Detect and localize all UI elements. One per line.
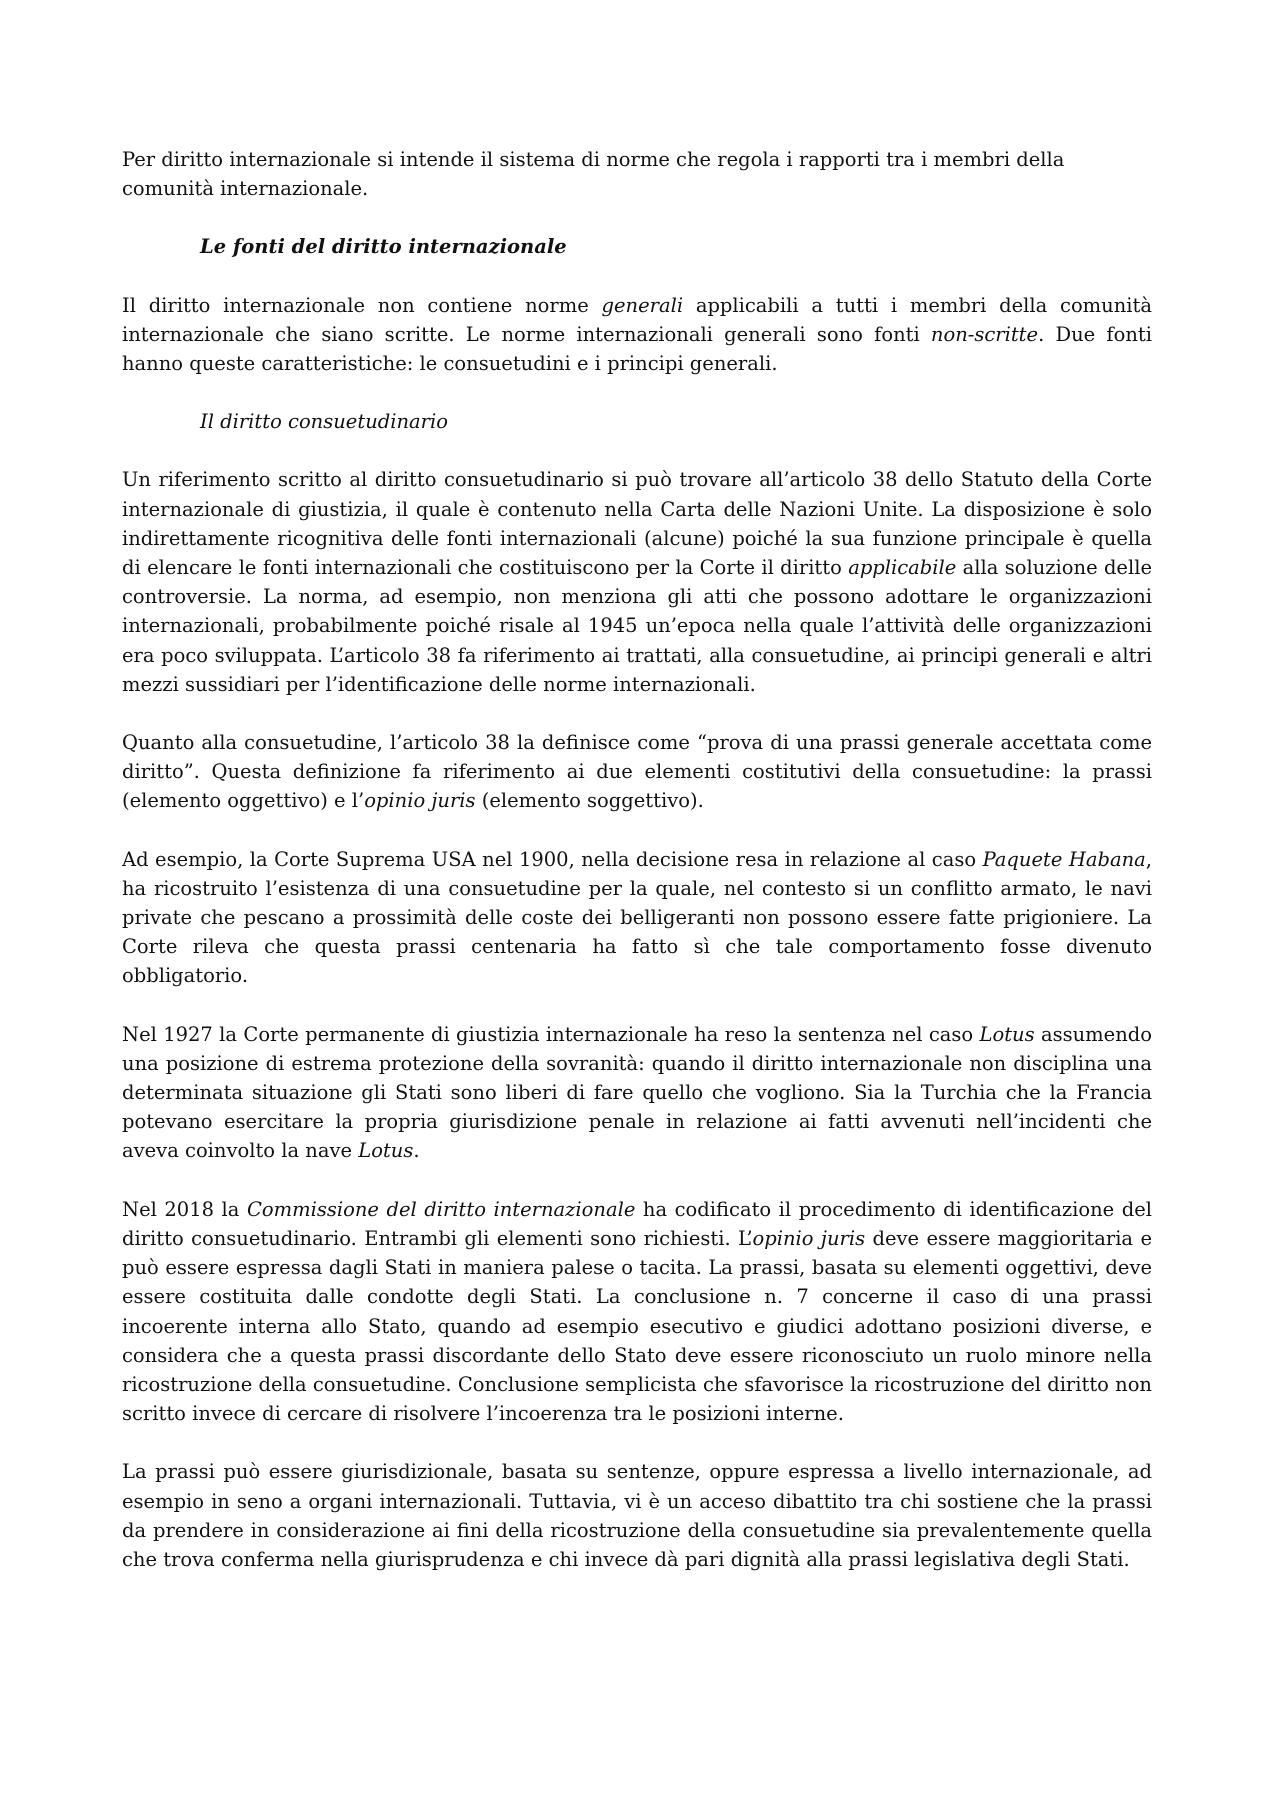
paragraph-articolo-38 <box>122 465 1152 699</box>
emphasis-lotus: Lotus <box>979 1022 1035 1046</box>
emphasis-lotus-nave: Lotus <box>358 1139 414 1163</box>
emphasis-opinio-juris: opinio juris <box>364 789 476 813</box>
text-span: Il diritto internazionale non contiene norme <box>122 293 602 317</box>
paragraph-giurisdizionale: La prassi può essere giurisdizionale, basata su sentenze, oppure espressa a livello internazionale, ad esempio in seno a organi internazionali. Tuttavia, vi è un acceso dibattito tra chi sostiene che la prassi da prendere in considerazione ai fini della ricostruzione della consuetudine sia prevalentemente quella che trova conferma nella giurisprudenza e chi invece dà pari dignità alla prassi legislativa degli Stati. <box>122 1460 1152 1571</box>
paragraph-prassi <box>122 728 1152 816</box>
text-span: deve essere maggioritaria e può essere espressa dagli Stati in maniera palese o tacita. La prassi, basata su elementi oggettivi, deve essere costituita dalle condotte degli Stati. La conclusione n. 7 concerne il caso di una prassi incoerente interna allo Stato, quando ad esempio esecutivo e giudici adottano posizioni diverse, e considera che a questa prassi discordante dello Stato deve essere riconosciuto un ruolo minore nella ricostruzione della consuetudine. Conclusione semplicista che sfavorisce la ricostruzione del diritto non scritto invece di cercare di risolvere l’incoerenza tra le posizioni interne. <box>122 1226 1152 1426</box>
text-span: applicabili a tutti i membri della comunità internazionale che siano scritte. Le norme internazionali generali sono fonti <box>122 293 1152 346</box>
text-span: . <box>413 1139 420 1163</box>
emphasis-commissione: Commissione del diritto internazionale <box>246 1197 636 1221</box>
paragraph-fonti <box>122 291 1152 379</box>
text-span: Nel 2018 la <box>122 1197 247 1221</box>
paragraph-paquete-habana <box>122 845 1152 991</box>
paragraph-lotus <box>122 1020 1152 1166</box>
emphasis-generali: generali <box>601 293 684 317</box>
text-span: . Due fonti hanno queste caratteristiche: le consuetudini e i principi generali. <box>122 322 1152 376</box>
text-span: Ad esempio, la Corte Suprema USA nel 1900, nella decisione resa in relazione al caso <box>122 847 983 871</box>
heading-consuetudinario: Il diritto consuetudinario <box>200 410 448 434</box>
text-span: Nel 1927 la Corte permanente di giustizia internazionale ha reso la sentenza nel caso <box>122 1022 980 1046</box>
text-span: Un riferimento scritto al diritto consuetudinario si può trovare all’articolo 38 dello Statuto della Corte internazionale di giustizia, il quale è contenuto nella Carta delle Nazioni Unite. La disposizione è solo indirettamente ricognitiva delle fonti internazionali (alcune) poiché la sua funzione principale è quella di elencare le fonti internazionali che costituiscono per la Corte il diritto <box>122 468 1152 580</box>
text-span: alla soluzione delle controversie. La norma, ad esempio, non menziona gli atti che possono adottare le organizzazioni internazionali, probabilmente poiché risale al 1945 un’epoca nella quale l’attività delle organizzazioni era poco sviluppata. L’articolo 38 fa riferimento ai trattati, alla consuetudine, ai principi generali e altri mezzi sussidiari per l’identificazione delle norme internazionali. <box>122 556 1152 696</box>
text-span: (elemento soggettivo). <box>475 789 704 813</box>
emphasis-applicabile: applicabile <box>848 556 957 580</box>
text-span: ha codificato il procedimento di identificazione del diritto consuetudinario. Entrambi gli elementi sono richiesti. L’ <box>122 1197 1152 1250</box>
intro-paragraph: Per diritto internazionale si intende il sistema di norme che regola i rapporti tra i membri della comunità internazionale. <box>122 148 1065 201</box>
heading-fonti: Le fonti del diritto internazionale <box>200 235 567 259</box>
emphasis-opinio-juris: opinio juris <box>752 1226 866 1250</box>
emphasis-non-scritte: non-scritte <box>930 322 1039 346</box>
text-span: assumendo una posizione di estrema protezione della sovranità: quando il diritto internazionale non disciplina una determinata situazione gli Stati sono liberi di fare quello che vogliono. Sia la Turchia che la Francia potevano esercitare la propria giurisdizione penale in relazione ai fatti avvenuti nell’incidenti che aveva coinvolto la nave <box>122 1022 1152 1163</box>
text-span: , ha ricostruito l’esistenza di una consuetudine per la quale, nel contesto si un conflitto armato, le navi private che pescano a prossimità delle coste dei belligeranti non possono essere fatte prigioniere. La Corte rileva che questa prassi centenaria ha fatto sì che tale comportamento fosse divenuto obbligatorio. <box>122 847 1152 988</box>
paragraph-commissione <box>122 1195 1152 1429</box>
text-span: Quanto alla consuetudine, l’articolo 38 la definisce come “prova di una prassi generale accettata come diritto”. Questa definizione fa riferimento ai due elementi costitutivi della consuetudine: la prassi (elemento oggettivo) e l’ <box>122 731 1152 813</box>
document-page <box>122 145 1152 1603</box>
emphasis-paquete-habana: Paquete Habana <box>982 847 1146 871</box>
